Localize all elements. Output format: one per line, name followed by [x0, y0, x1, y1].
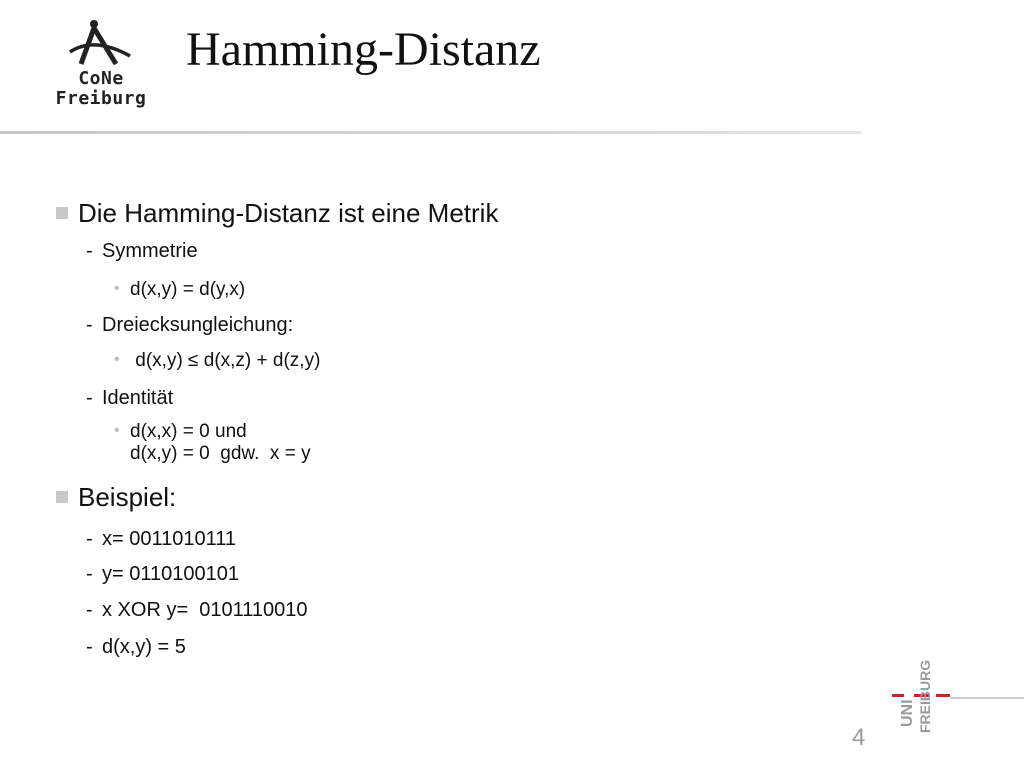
item-text: Beispiel: — [78, 482, 177, 512]
uni-freiburg-logo — [892, 645, 952, 735]
footer-rule — [950, 697, 1024, 699]
item-text: Identität — [102, 387, 174, 409]
item-text: d(x,x) = 0 und — [130, 421, 247, 442]
dot-bullet-icon: • — [114, 351, 120, 368]
dash-marker: - — [86, 563, 93, 585]
logo-red-bar — [892, 694, 904, 697]
item-text: y= 0110100101 — [102, 563, 239, 585]
compass-icon — [46, 18, 156, 70]
item-text: d(x,y) ≤ d(x,z) + d(z,y) — [130, 350, 321, 371]
item-text: d(x,y) = 0 gdw. x = y — [130, 443, 311, 464]
slide-title: Hamming-Distanz — [186, 23, 541, 76]
dash-marker: - — [86, 240, 93, 262]
item-text: Dreiecksungleichung: — [102, 314, 294, 336]
logo-line2: Freiburg — [55, 88, 147, 109]
dash-marker: - — [86, 528, 93, 550]
item-text: d(x,y) = d(y,x) — [130, 279, 246, 300]
logo-line2: FREIBURG — [917, 659, 933, 733]
cone-freiburg-logo — [46, 18, 156, 118]
page-number: 4 — [852, 724, 866, 751]
item-text: x XOR y= 0101110010 — [102, 599, 308, 621]
logo-line1: UNI — [899, 699, 916, 727]
square-bullet-icon — [56, 491, 68, 503]
square-bullet-icon — [56, 207, 68, 219]
dot-bullet-icon: • — [114, 422, 120, 439]
logo-line1: CoNe — [78, 68, 124, 89]
dot-bullet-icon: • — [114, 280, 120, 297]
item-text: Die Hamming-Distanz ist eine Metrik — [78, 198, 499, 228]
item-text: d(x,y) = 5 — [102, 636, 186, 658]
item-text: Symmetrie — [102, 240, 198, 262]
logo-red-bar — [936, 694, 950, 697]
dash-marker: - — [86, 387, 93, 409]
title-divider — [0, 131, 862, 134]
dash-marker: - — [86, 636, 93, 658]
item-text: x= 0011010111 — [102, 528, 237, 550]
dash-marker: - — [86, 599, 93, 621]
dash-marker: - — [86, 314, 93, 336]
